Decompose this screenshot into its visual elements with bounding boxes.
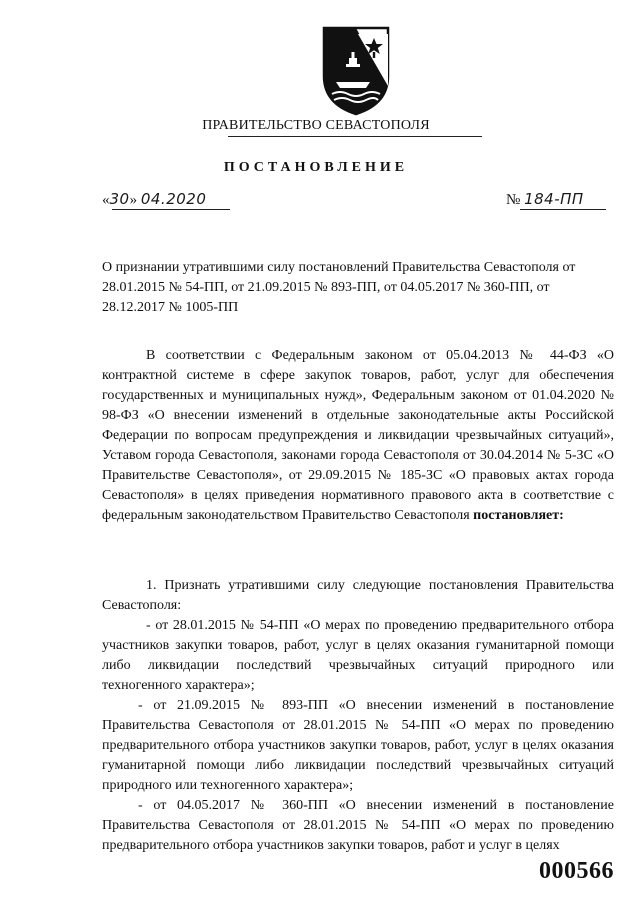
document-type-title: ПОСТАНОВЛЕНИЕ — [223, 160, 409, 175]
document-subject — [102, 258, 614, 318]
date-month-year: 04.2020 — [140, 190, 207, 208]
coat-of-arms-icon — [318, 24, 394, 116]
date-close-quote: » — [129, 192, 138, 208]
list-item: - от 21.09.2015 № 893-ПП «О внесении изменений в постановление Правительства Севастополя от 28.01.2015 № 54-ПП «О мерах по проведению предварительного отбора участников закупки товаров, работ, услуг в целях оказания гуманитарной помощи либо ликвидации последствий чрезвычайных ситуаций природного или техногенного характера»; — [102, 698, 614, 793]
number-prefix: № — [506, 192, 521, 208]
number-value: 184-ПП — [524, 190, 584, 208]
preamble-text: В соответствии с Федеральным законом от 05.04.2013 № 44-ФЗ «О контрактной системе в сфере закупок товаров, работ, услуг для обеспечения государственных и муниципальных нужд», Федеральным законом от 01.04.2020 № 98-ФЗ «О внесении изменений в отдельные законодательные акты Российской Федерации по вопросам предупреждения и ликвидации чрезвычайных ситуаций», Уставом города Севастополя, законами города Севастополя от 30.04.2014 № 5-ЗС «О Правительстве Севастополя», от 29.09.2015 № 185-ЗС «О правовых актах города Севастополя» в целях приведения нормативного правового акта в соответствие с федеральным законодательством Правительство Севастополя — [102, 348, 614, 523]
list-item: - от 04.05.2017 № 360-ПП «О внесении изменений в постановление Правительства Севастополя от 28.01.2015 № 54-ПП «О мерах по проведению предварительного отбора участников закупки товаров, работ и услуг в целях — [102, 798, 614, 853]
header-divider — [228, 136, 482, 137]
list-item: - от 28.01.2015 № 54-ПП «О мерах по проведению предварительного отбора участников закупки товаров, работ, услуг в целях оказания гуманитарной помощи либо ликвидации последствий чрезвычайных ситуаций природного или техногенного характера»; — [102, 618, 614, 693]
subject-text: О признании утратившими силу постановлений Правительства Севастополя от 28.01.2015 № 54-ПП, от 21.09.2015 № 893-ПП, от 04.05.2017 № 360-ПП, от 28.12.2017 № 1005-ПП — [102, 260, 576, 315]
date-open-quote: « — [102, 192, 110, 208]
serial-number-stamp: 000566 — [539, 858, 614, 884]
government-name: ПРАВИТЕЛЬСТВО СЕВАСТОПОЛЯ — [202, 118, 430, 133]
date-day: 30 — [109, 190, 130, 208]
resolution-keyword: постановляет: — [473, 508, 564, 523]
document-date — [102, 190, 206, 209]
document-number — [506, 190, 584, 209]
item-1: 1. Признать утратившими силу следующие постановления Правительства Севастополя: — [102, 578, 614, 613]
resolution-items — [102, 576, 614, 856]
date-underline — [112, 209, 230, 210]
preamble-paragraph — [102, 346, 614, 526]
number-underline — [520, 209, 606, 210]
